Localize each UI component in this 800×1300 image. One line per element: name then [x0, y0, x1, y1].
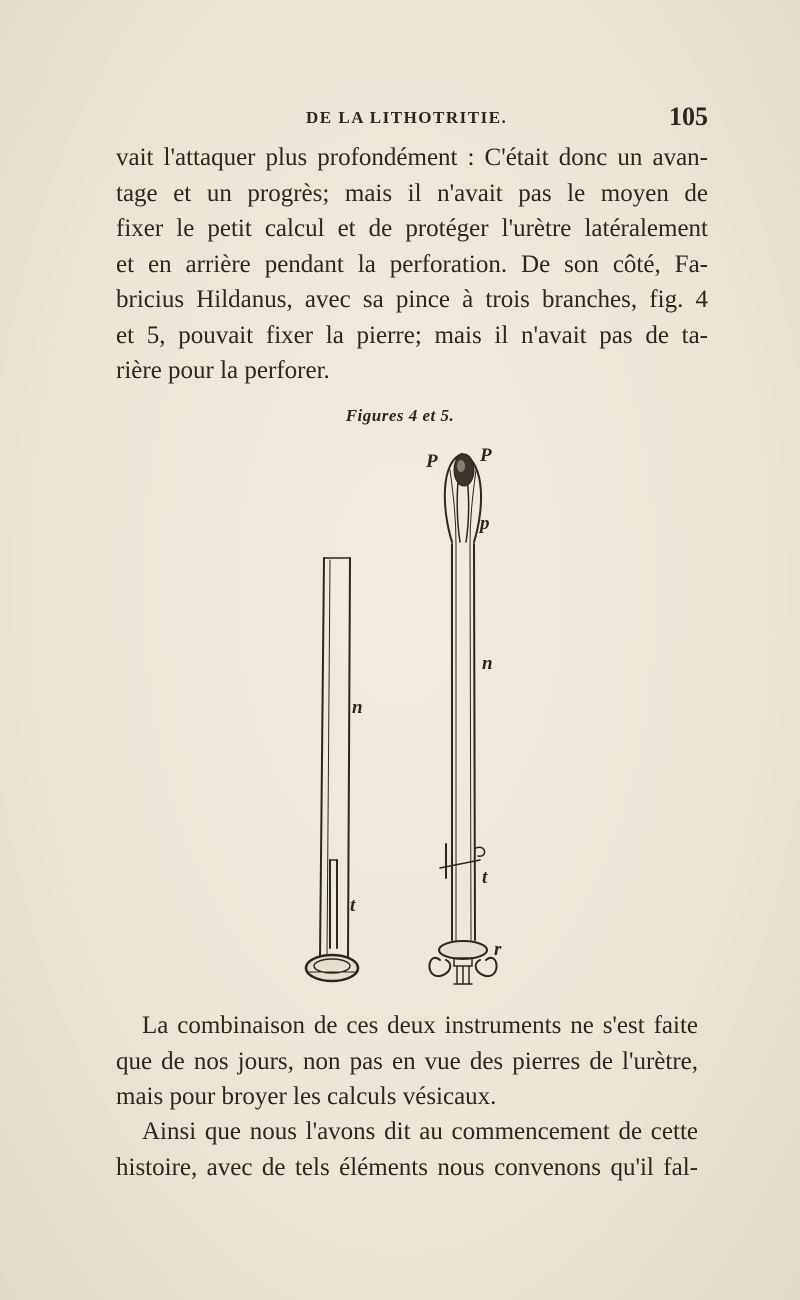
- text-line: que de nos jours, non pas en vue des pierres de l'urètre,: [116, 1047, 698, 1075]
- text-line: histoire, avec de tels éléments nous convenons qu'il fal-: [116, 1153, 698, 1181]
- instrument-illustration: [290, 440, 530, 1000]
- text-line: vait l'attaquer plus profondément : C'était donc un avan-: [116, 144, 708, 171]
- paragraph-2: [116, 1008, 698, 1115]
- figure-label-n: n: [482, 653, 493, 674]
- instrument-figure: [290, 440, 530, 1000]
- text-line: et 5, pouvait fixer la pierre; mais il n'avait pas de ta-: [116, 321, 708, 349]
- text-line: mais pour broyer les calculs vésicaux.: [116, 1083, 497, 1110]
- text-line: bricius Hildanus, avec sa pince à trois branches, fig. 4: [116, 286, 708, 313]
- paragraph-3: [116, 1114, 698, 1185]
- text-line: La combinaison de ces deux instruments ne s'est faite: [142, 1012, 698, 1039]
- figure-label-r: r: [494, 939, 502, 960]
- running-title: DE LA LITHOTRITIE.: [306, 108, 508, 127]
- running-head: [112, 104, 708, 134]
- figure-label-p: P: [480, 445, 492, 466]
- page-number: 105: [669, 102, 708, 131]
- text-line: et en arrière pendant la perforation. De son côté, Fa-: [116, 250, 708, 278]
- figure-label-t: t: [482, 867, 488, 888]
- figure-label-p: P: [426, 451, 438, 472]
- text-line: rière pour la perforer.: [116, 357, 330, 384]
- figure-label-t: t: [350, 895, 356, 916]
- text-line: fixer le petit calcul et de protéger l'urètre latéralement: [116, 215, 708, 242]
- figure-label-p: p: [480, 513, 490, 534]
- text-line: Ainsi que nous l'avons dit au commencement de cette: [142, 1118, 698, 1145]
- figure-label-n: n: [352, 697, 363, 718]
- tube-instrument: [306, 558, 358, 981]
- paragraph-1: [116, 140, 708, 389]
- text-line: tage et un progrès; mais il n'avait pas le moyen de: [116, 179, 708, 207]
- figure-caption: Figures 4 et 5.: [345, 406, 455, 425]
